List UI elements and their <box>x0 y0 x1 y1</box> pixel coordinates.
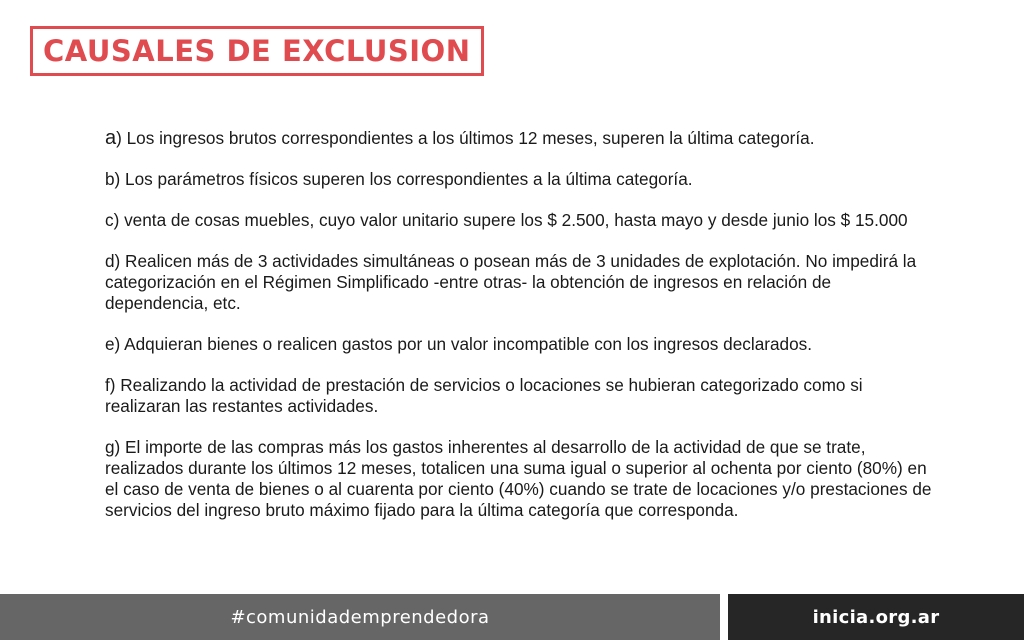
page-title: CAUSALES DE EXCLUSION <box>43 34 471 68</box>
list-item-c: c) venta de cosas muebles, cuyo valor unitario supere los $ 2.500, hasta mayo y desde junio los $ 15.000 <box>105 210 908 230</box>
list-item-g: g) El importe de las compras más los gastos inherentes al desarrollo de la actividad de que se trate, realizados durante los últimos 12 meses, totalicen una suma igual o superior al ochenta por ciento (80%) en el caso de venta de bienes o al cuarenta por ciento (40%) cuando se trate de locaciones y/o prestaciones de servicios del ingreso bruto máximo fijado para la última categoría que corresponda. <box>105 437 932 520</box>
list-item-b: b) Los parámetros físicos superen los correspondientes a la última categoría. <box>105 169 693 189</box>
list-item-a-letter: a <box>105 127 117 149</box>
list-item-a <box>105 128 935 149</box>
footer-hashtag: #comunidademprendedora <box>230 606 490 628</box>
list-item-e: e) Adquieran bienes o realicen gastos por un valor incompatible con los ingresos declarados. <box>105 334 813 354</box>
footer-site-link[interactable]: inicia.org.ar <box>812 606 940 628</box>
title-box <box>30 26 484 76</box>
footer-site-bar <box>728 594 1024 640</box>
exclusion-list <box>105 128 935 541</box>
list-item-a-text: ) Los ingresos brutos correspondientes a los últimos 12 meses, superen la última categoría. <box>116 128 815 148</box>
list-item-d: d) Realicen más de 3 actividades simultáneas o posean más de 3 unidades de explotación. No impedirá la categorización en el Régimen Simplificado -entre otras- la obtención de ingresos en relación de dependencia, etc. <box>105 251 917 313</box>
footer-hashtag-bar <box>0 594 720 640</box>
list-item-f: f) Realizando la actividad de prestación de servicios o locaciones se hubieran categorizado como si realizaran las restantes actividades. <box>105 375 863 416</box>
